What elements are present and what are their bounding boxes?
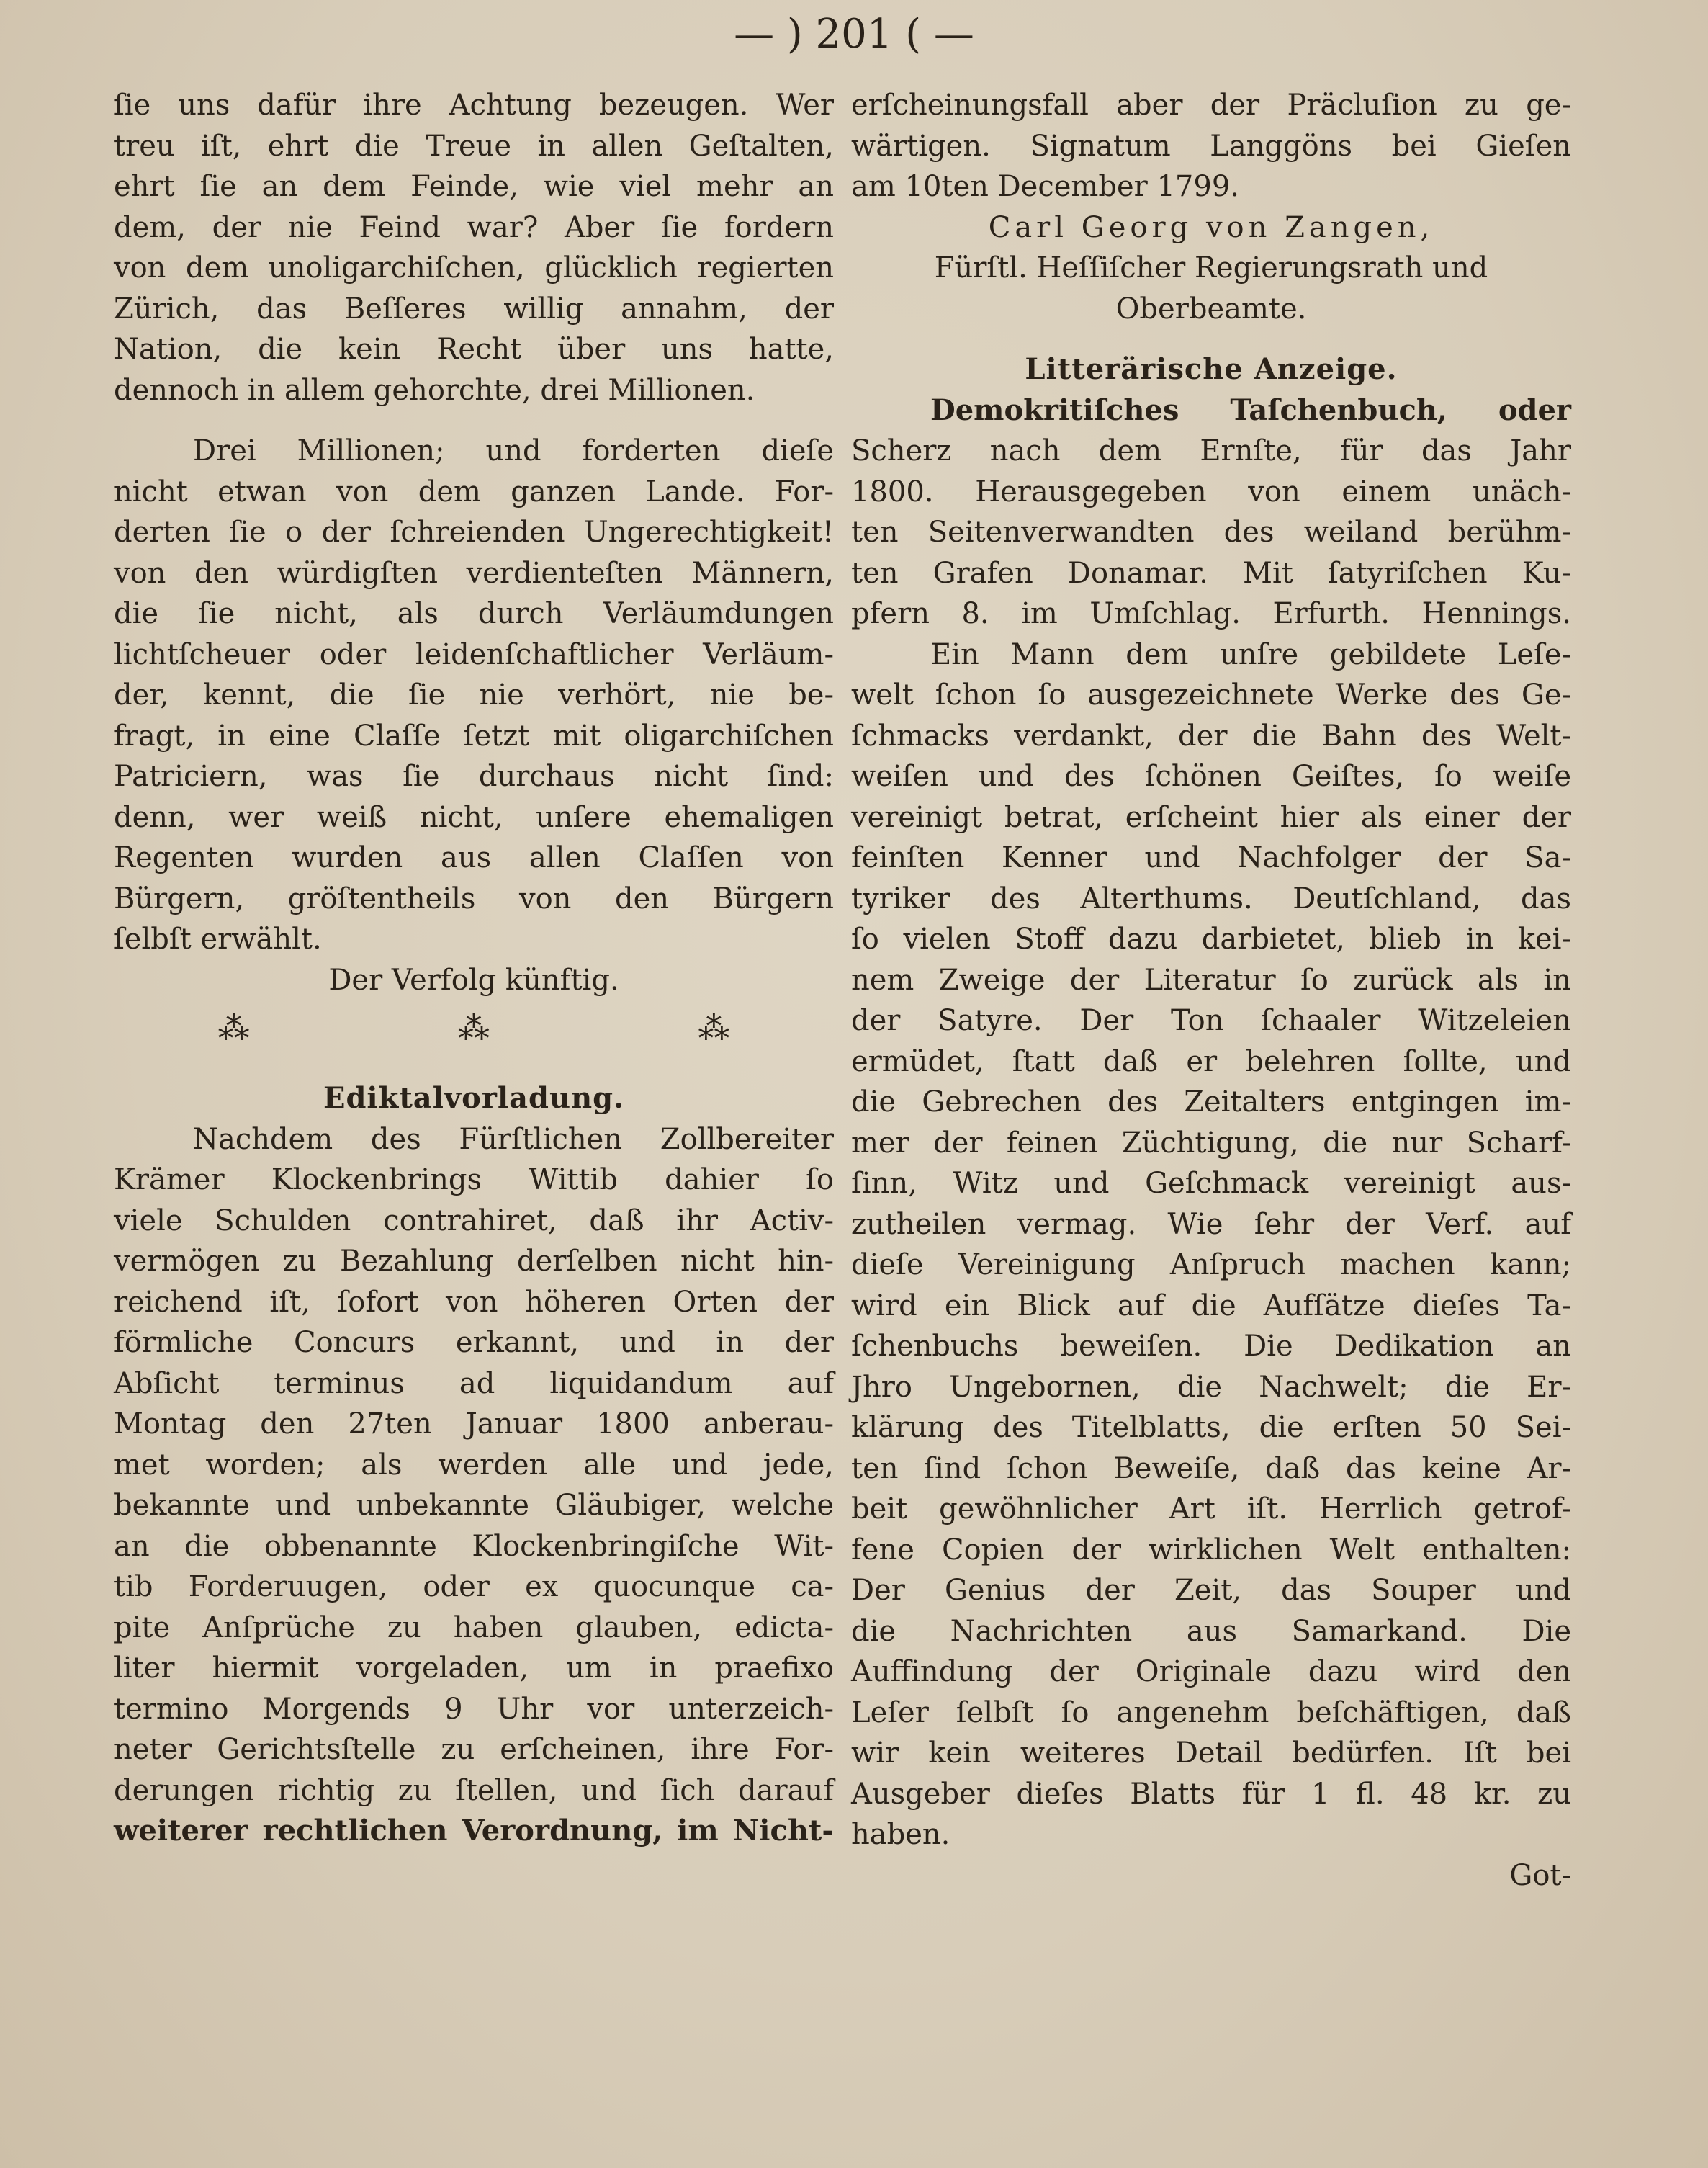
text-line: tyriker des Alterthums. Deutſchland, das <box>851 882 1571 915</box>
text-line: ſinn, Witz und Geſchmack vereinigt aus- <box>851 1167 1571 1200</box>
text-line: Leſer ſelbſt ſo angenehm beſchäftigen, daß <box>851 1696 1571 1729</box>
text-line: am 10ten December 1799. <box>851 170 1239 203</box>
text-line: ehrt ſie an dem Feinde, wie viel mehr an <box>114 170 834 203</box>
announcement-paragraph <box>851 390 1571 1855</box>
text-line: der Satyre. Der Ton ſchaaler Witzeleien <box>851 1004 1571 1037</box>
text-line: welt ſchon ſo ausgezeichnete Werke des Ge- <box>851 678 1571 712</box>
text-line: wird ein Blick auf die Aufſätze dieſes Ta- <box>851 1289 1571 1322</box>
text-line: ſchenbuchs beweiſen. Die Dedikation an <box>851 1330 1571 1363</box>
text-line: 1800. Herausgegeben von einem unäch- <box>851 475 1571 509</box>
page-header <box>0 6 1708 63</box>
signature-name: Carl Georg von Zangen, <box>988 210 1434 244</box>
page-number: — ) 201 ( — <box>734 11 974 58</box>
text-line: Der Genius der Zeit, das Souper und <box>851 1574 1571 1607</box>
left-column <box>114 85 834 1852</box>
text-line: ſie uns dafür ihre Achtung bezeugen. Wer <box>114 89 834 122</box>
text-line: Demokritiſches Taſchenbuch, oder <box>930 393 1571 427</box>
text-line: die ſie nicht, als durch Verläumdungen <box>114 597 834 630</box>
text-line: mer der feinen Züchtigung, die nur Scharf- <box>851 1126 1571 1160</box>
text-line: dennoch in allem gehorchte, drei Millionen. <box>114 373 755 407</box>
text-line: dem, der nie Feind war? Aber ſie fordern <box>114 210 834 244</box>
text-line: weiſen und des ſchönen Geiſtes, ſo weiſe <box>851 760 1571 793</box>
text-line: tib Forderuugen, oder ex quocunque ca- <box>114 1570 834 1603</box>
text-line: beit gewöhnlicher Art iſt. Herrlich getrof- <box>851 1492 1571 1526</box>
text-line: vermögen zu Bezahlung derſelben nicht hin- <box>114 1245 834 1278</box>
text-line: neter Gerichtsſtelle zu erſcheinen, ihre For- <box>114 1733 834 1766</box>
text-line: erſcheinungsfall aber der Präcluſion zu ge- <box>851 89 1571 122</box>
text-line: Abſicht terminus ad liquidandum auf <box>114 1366 834 1400</box>
text-line: zutheilen vermag. Wie ſehr der Verf. auf <box>851 1207 1571 1241</box>
text-line: fene Copien der wirklichen Welt enthalten: <box>851 1533 1571 1567</box>
article-paragraph <box>114 431 834 960</box>
text-line: an die obbenannte Klockenbringiſche Wit- <box>114 1529 834 1563</box>
section-heading: Ediktalvorladung. <box>323 1081 625 1115</box>
text-line: Ein Mann dem unſre gebildete Leſe- <box>930 637 1571 671</box>
text-line: von den würdigſten verdienteſten Männern, <box>114 556 834 590</box>
text-line: ten ſind ſchon Beweiſe, daß das keine Ar- <box>851 1451 1571 1485</box>
text-line: wir kein weiteres Detail bedürfen. Iſt bei <box>851 1737 1571 1770</box>
asterism-ornament: ⁂ <box>457 1011 490 1047</box>
text-line: Nachdem des Fürſtlichen Zollbereiter <box>193 1122 834 1156</box>
text-line: klärung des Titelblatts, die erſten 50 Sei- <box>851 1411 1571 1444</box>
text-line: treu iſt, ehrt die Treue in allen Geſtalten, <box>114 129 834 163</box>
text-line: feinſten Kenner und Nachfolger der Sa- <box>851 841 1571 874</box>
text-line: Drei Millionen; und forderten dieſe <box>193 434 834 467</box>
text-line: weiterer rechtlichen Verordnung, im Nicht- <box>114 1814 834 1847</box>
text-line: die Gebrechen des Zeitalters entgingen im- <box>851 1085 1571 1119</box>
text-line: ſchmacks verdankt, der die Bahn des Welt- <box>851 719 1571 753</box>
text-line: ſo vielen Stoff dazu darbietet, blieb in kei- <box>851 923 1571 956</box>
text-line: Scherz nach dem Ernſte, für das Jahr <box>851 434 1571 467</box>
section-divider <box>114 1000 834 1058</box>
text-line: termino Morgends 9 Uhr vor unterzeich- <box>114 1692 834 1726</box>
text-line: Nation, die kein Recht über uns hatte, <box>114 333 834 366</box>
text-line: Montag den 27ten Januar 1800 anberau- <box>114 1407 834 1441</box>
text-line: Regenten wurden aus allen Claſſen von <box>114 841 834 874</box>
text-line: viele Schulden contrahiret, daß ihr Activ- <box>114 1204 834 1237</box>
text-line: denn, wer weiß nicht, unſere ehemaligen <box>114 800 834 834</box>
text-line: die Nachrichten aus Samarkand. Die <box>851 1614 1571 1648</box>
text-line: förmliche Concurs erkannt, und in der <box>114 1326 834 1359</box>
text-line: derten ſie o der ſchreienden Ungerechtigkeit! <box>114 516 834 549</box>
text-line: haben. <box>851 1818 950 1851</box>
text-line: bekannte und unbekannte Gläubiger, welche <box>114 1489 834 1522</box>
text-line: nem Zweige der Literatur ſo zurück als in <box>851 963 1571 997</box>
text-line: ten Grafen Donamar. Mit ſatyriſchen Ku- <box>851 556 1571 590</box>
text-line: met worden; als werden alle und jede, <box>114 1448 834 1482</box>
text-line: ſelbſt erwählt. <box>114 923 322 956</box>
text-line: Patriciern, was ſie durchaus nicht ſind: <box>114 760 834 793</box>
text-line: liter hiermit vorgeladen, um in praefixo <box>114 1652 834 1685</box>
signature-title: Fürſtl. Heſſiſcher Regierungsrath und <box>934 251 1488 285</box>
text-line: nicht etwan von dem ganzen Lande. For- <box>114 475 834 509</box>
text-line: Zürich, das Beſſeres willig annahm, der <box>114 292 834 326</box>
text-line: ermüdet, ſtatt daß er belehren ſollte, und <box>851 1044 1571 1078</box>
edict-continuation <box>851 85 1571 207</box>
text-line: der, kennt, die ſie nie verhört, nie be- <box>114 678 834 712</box>
edict-paragraph <box>114 1119 834 1852</box>
article-paragraph <box>114 85 834 411</box>
section-heading: Litterärische Anzeige. <box>1025 352 1398 386</box>
text-line: vereinigt betrat, erſcheint hier als einer der <box>851 800 1571 834</box>
asterism-ornament: ⁂ <box>698 1011 730 1047</box>
continuation-note: Der Verfolg künftig. <box>328 963 619 997</box>
text-line: fragt, in eine Claſſe ſetzt mit oligarchiſchen <box>114 719 834 753</box>
text-line: Auffindung der Originale dazu wird den <box>851 1655 1571 1688</box>
text-line: wärtigen. Signatum Langgöns bei Gieſen <box>851 129 1571 163</box>
text-line: lichtſcheuer oder leidenſchaftlicher Verläum- <box>114 637 834 671</box>
text-line: derungen richtig zu ſtellen, und ſich darauf <box>114 1773 834 1807</box>
text-line: Krämer Klockenbrings Wittib dahier ſo <box>114 1163 834 1196</box>
text-line: Ausgeber dieſes Blatts für 1 fl. 48 kr. zu <box>851 1777 1571 1811</box>
catchword: Got- <box>1509 1858 1571 1892</box>
signature-title: Oberbeamte. <box>1115 292 1307 326</box>
asterism-ornament: ⁂ <box>217 1011 250 1047</box>
text-line: von dem unoligarchiſchen, glücklich regierten <box>114 251 834 285</box>
text-line: pite Anſprüche zu haben glauben, edicta- <box>114 1611 834 1644</box>
text-line: reichend iſt, ſofort von höheren Orten der <box>114 1285 834 1319</box>
text-line: ten Seitenverwandten des weiland berühm- <box>851 516 1571 549</box>
text-line: dieſe Vereinigung Anſpruch machen kann; <box>851 1248 1571 1281</box>
text-line: pfern 8. im Umſchlag. Erfurth. Hennings. <box>851 597 1571 630</box>
text-line: Bürgern, gröſtentheils von den Bürgern <box>114 882 834 915</box>
right-column <box>851 85 1571 1896</box>
text-line: Jhro Ungebornen, die Nachwelt; die Er- <box>851 1370 1571 1404</box>
